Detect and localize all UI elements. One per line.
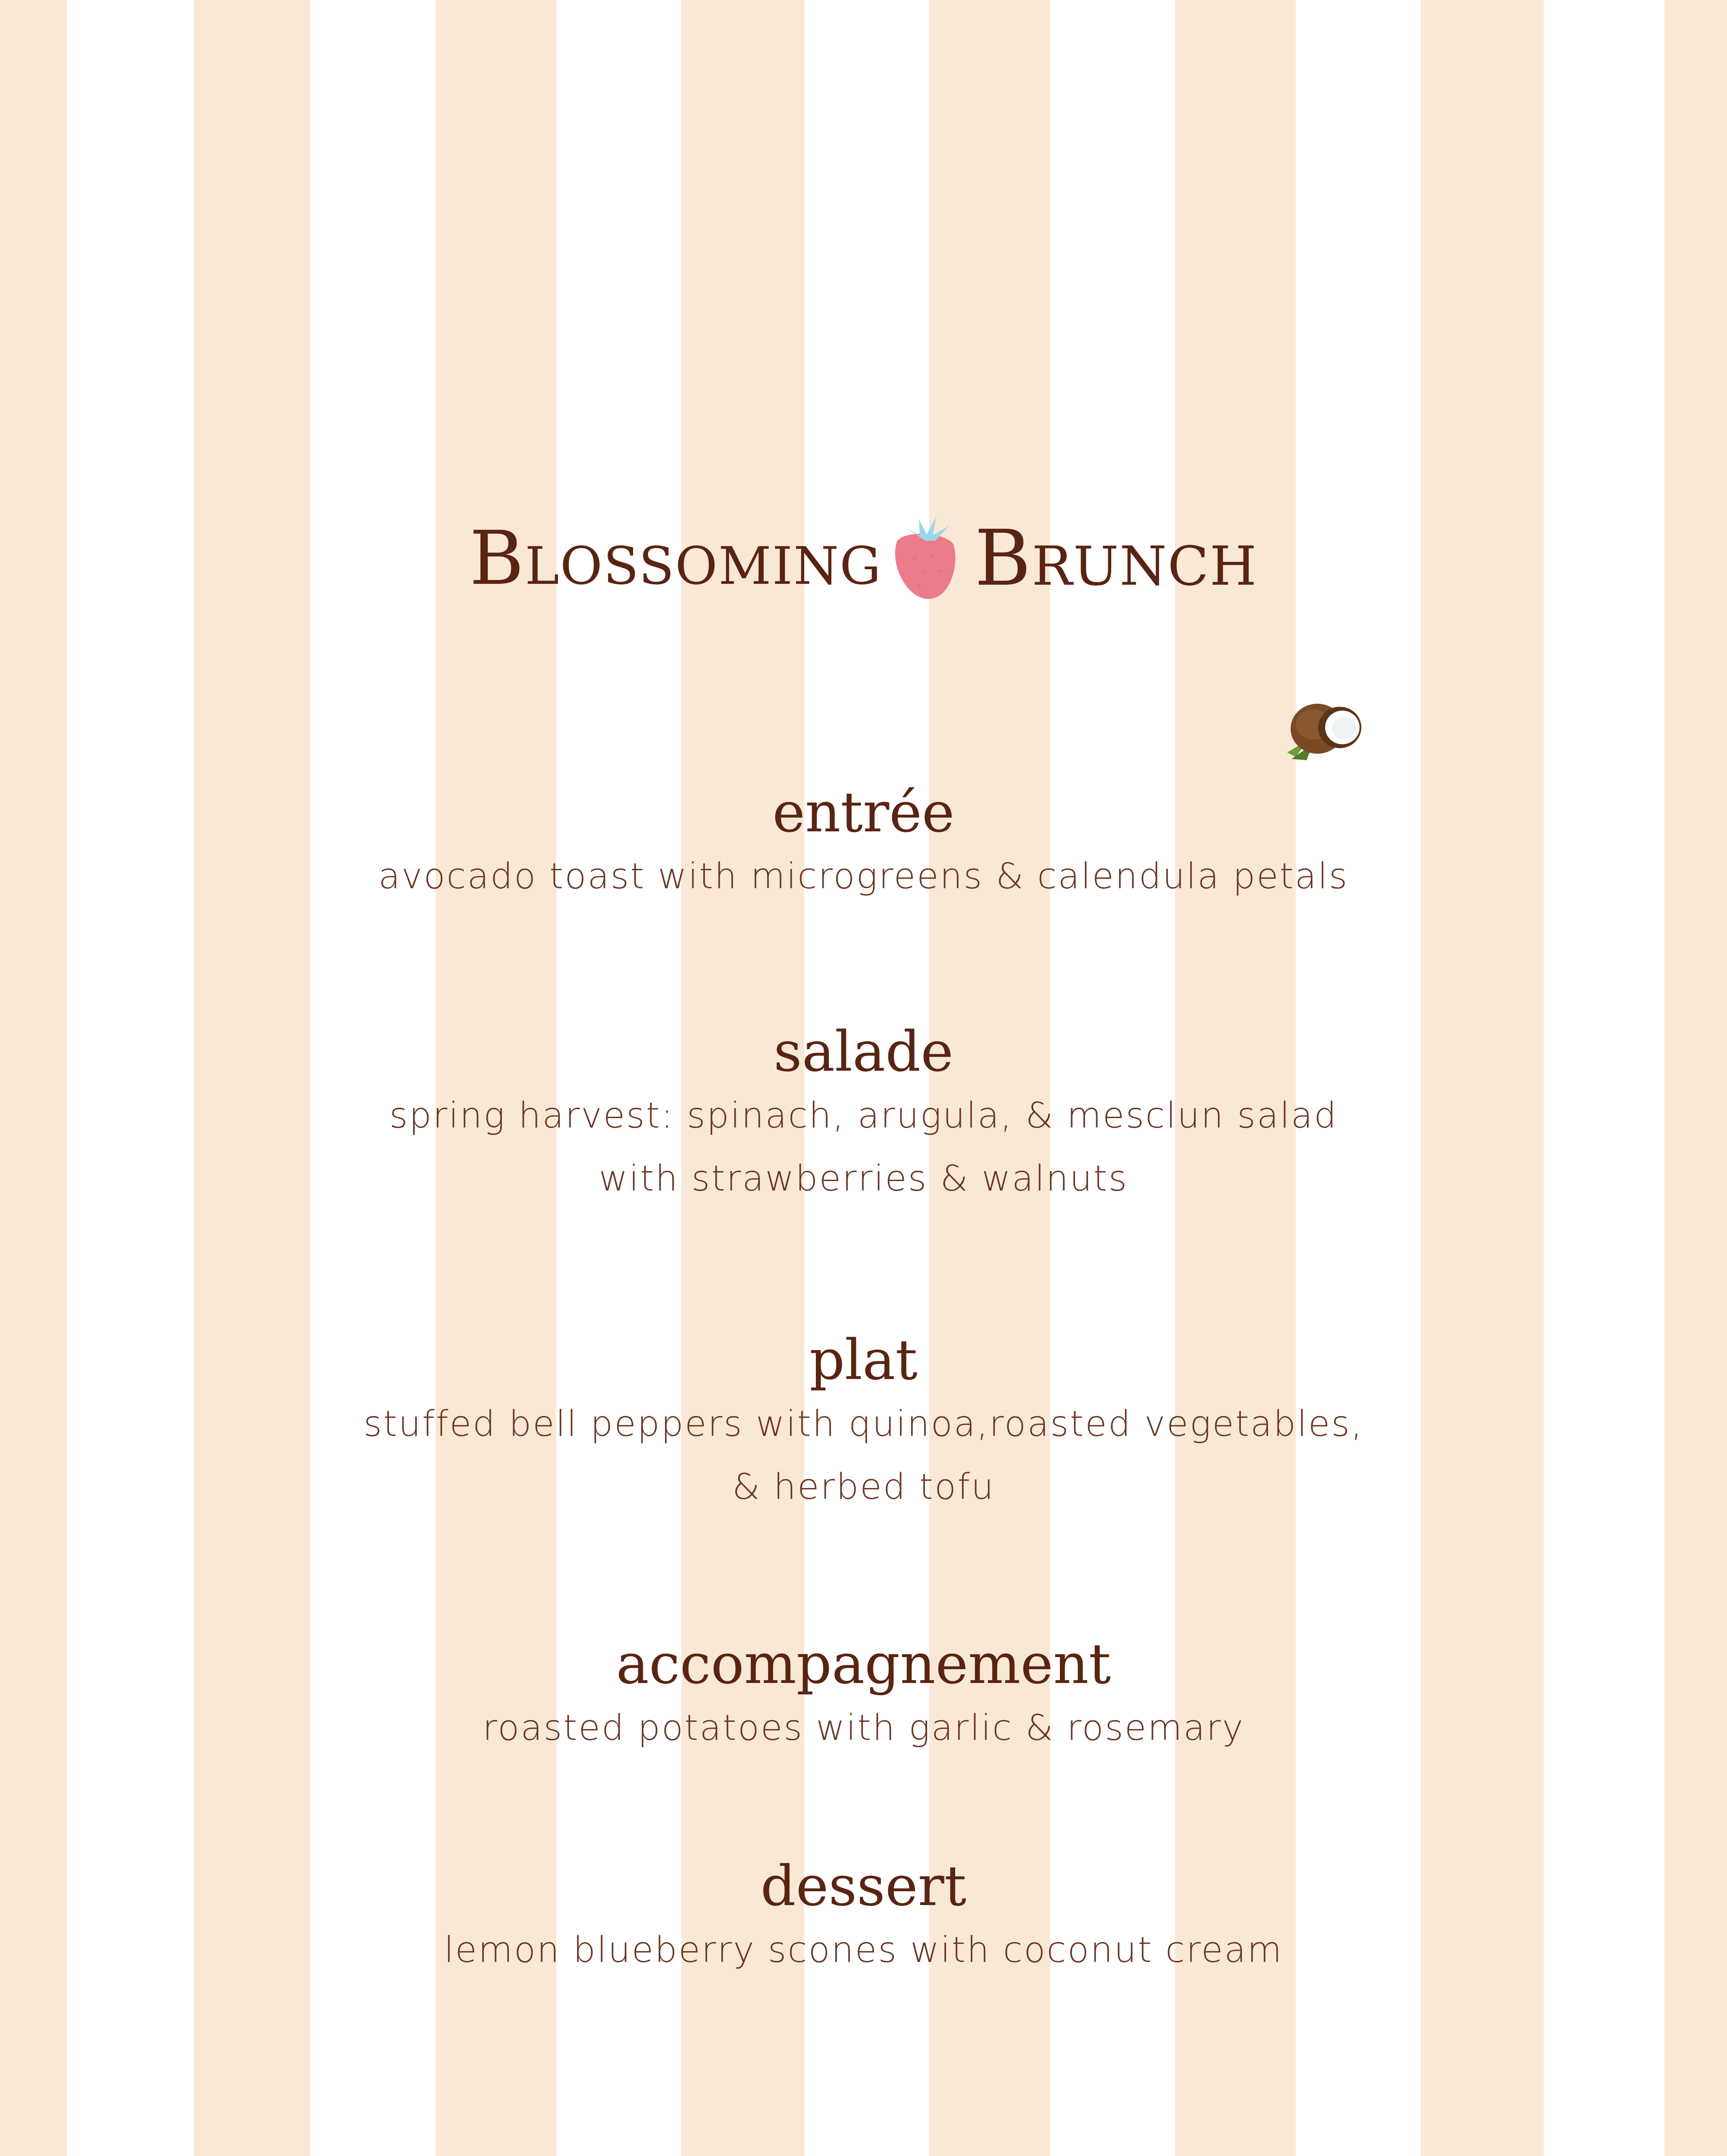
description-line: stuffed bell peppers with quinoa,roasted vegetables, (364, 1404, 1363, 1445)
title-word-2: Brunch (974, 514, 1258, 603)
menu-section-entree (0, 780, 1727, 908)
description-line: lemon blueberry scones with coconut cream (444, 1930, 1283, 1971)
section-heading: entrée (772, 780, 955, 845)
menu-section-accompagnement (0, 1632, 1727, 1760)
section-description (0, 1084, 1727, 1210)
description-line: spring harvest: spinach, arugula, & mesclun salad (389, 1095, 1338, 1136)
section-heading: dessert (760, 1854, 967, 1918)
menu-section-salade (0, 1020, 1727, 1210)
section-heading: salade (774, 1020, 953, 1084)
menu-section-dessert (0, 1854, 1727, 1982)
section-heading: plat (809, 1328, 918, 1392)
title-word-1: Blossoming (469, 515, 882, 602)
section-description (0, 1697, 1727, 1760)
description-line: avocado toast with microgreens & calendula petals (378, 856, 1349, 897)
section-description (0, 1393, 1727, 1519)
description-line: & herbed tofu (732, 1467, 995, 1507)
description-line: with strawberries & walnuts (599, 1158, 1128, 1199)
menu-section-plat (0, 1328, 1727, 1519)
section-description (0, 1919, 1727, 1982)
description-line: roasted potatoes with garlic & rosemary (483, 1708, 1244, 1749)
section-heading: accompagnement (616, 1632, 1111, 1696)
section-description (0, 845, 1727, 908)
